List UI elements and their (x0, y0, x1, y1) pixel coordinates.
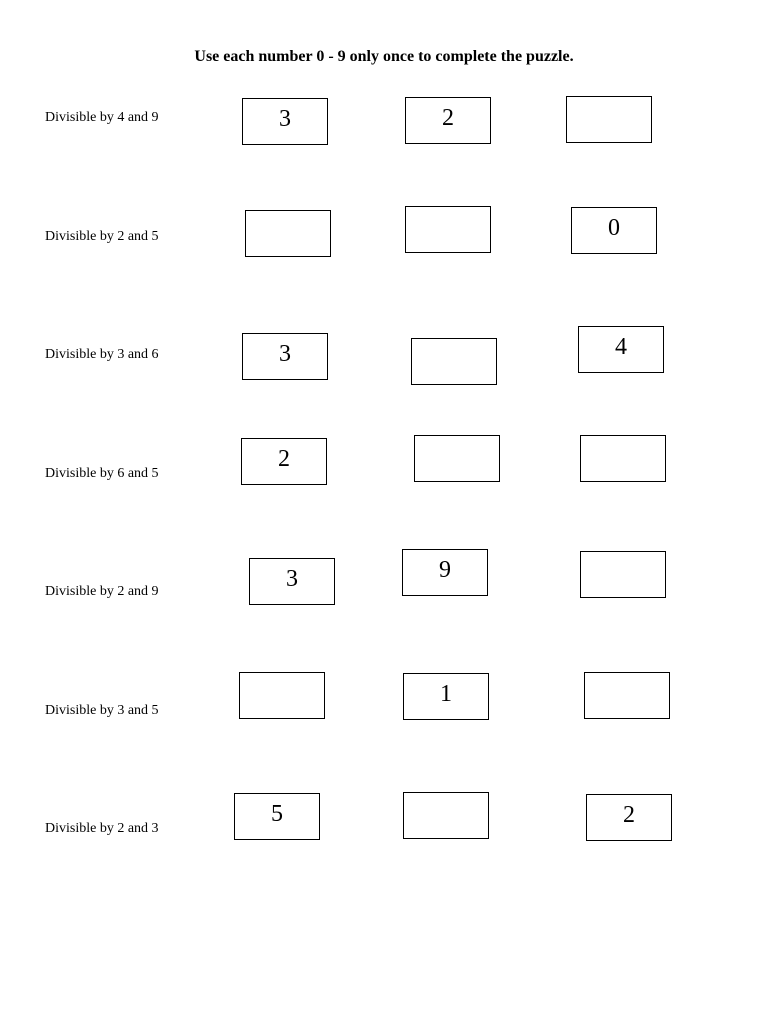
puzzle-instructions: Use each number 0 - 9 only once to complete the puzzle. (194, 48, 574, 65)
digit-box-tens[interactable] (405, 206, 491, 253)
row-label: Divisible by 6 and 5 (45, 466, 159, 481)
digit-box-hundreds[interactable] (245, 210, 331, 257)
digit-box-ones[interactable] (580, 435, 666, 482)
row-label: Divisible by 4 and 9 (45, 110, 159, 125)
row-label: Divisible by 2 and 9 (45, 584, 159, 599)
digit-box-tens[interactable] (411, 338, 497, 385)
digit-box-tens[interactable]: 9 (402, 549, 488, 596)
digit-box-tens[interactable]: 2 (405, 97, 491, 144)
digit-box-ones[interactable] (580, 551, 666, 598)
row-label: Divisible by 2 and 5 (45, 229, 159, 244)
digit-box-hundreds[interactable]: 3 (242, 98, 328, 145)
digit-box-hundreds[interactable] (239, 672, 325, 719)
row-label: Divisible by 3 and 5 (45, 703, 159, 718)
row-label: Divisible by 2 and 3 (45, 821, 159, 836)
digit-box-tens[interactable] (414, 435, 500, 482)
digit-box-hundreds[interactable]: 5 (234, 793, 320, 840)
digit-box-hundreds[interactable]: 3 (242, 333, 328, 380)
digit-box-tens[interactable] (403, 792, 489, 839)
row-label: Divisible by 3 and 6 (45, 347, 159, 362)
digit-box-ones[interactable]: 4 (578, 326, 664, 373)
digit-box-ones[interactable]: 0 (571, 207, 657, 254)
digit-box-ones[interactable] (584, 672, 670, 719)
digit-box-hundreds[interactable]: 2 (241, 438, 327, 485)
digit-box-tens[interactable]: 1 (403, 673, 489, 720)
digit-box-ones[interactable] (566, 96, 652, 143)
digit-box-hundreds[interactable]: 3 (249, 558, 335, 605)
digit-box-ones[interactable]: 2 (586, 794, 672, 841)
